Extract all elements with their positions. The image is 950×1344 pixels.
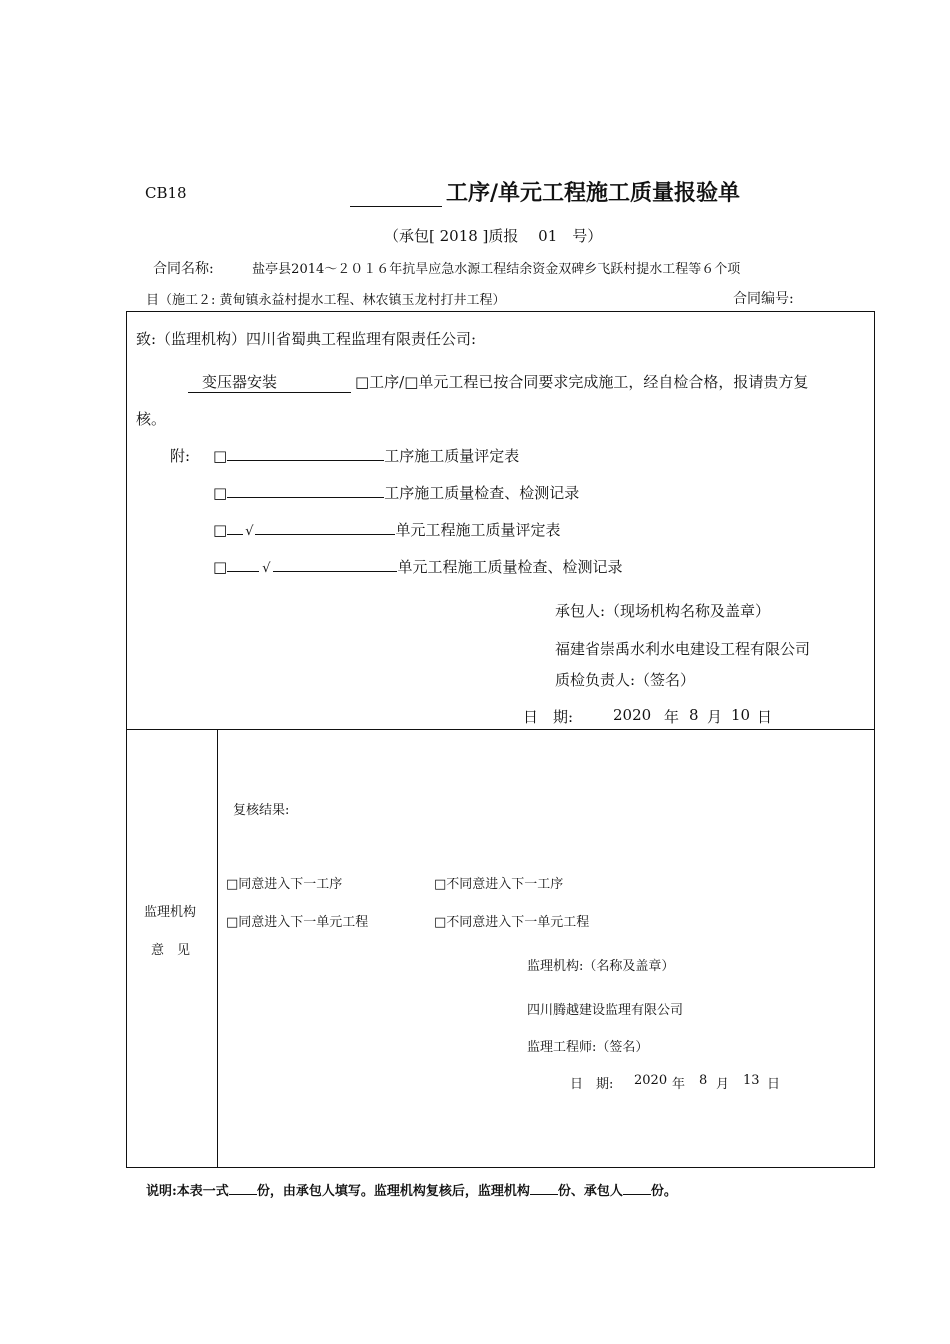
title-blank (350, 186, 442, 207)
attachment-3-checkbox[interactable]: □ (213, 521, 228, 539)
supervisor-date-year: 2020 (634, 1073, 668, 1088)
supervisor-section (126, 729, 875, 1168)
attachment-2 (213, 482, 579, 503)
title-text: 工序/单元工程施工质量报验单 (446, 180, 741, 206)
review-result-label: 复核结果: (233, 803, 290, 818)
attachment-3-blank-a (227, 519, 243, 535)
engineer-signature-label: 监理工程师:（签名） (527, 1040, 649, 1055)
addressee: 致:（监理机构）四川省蜀典工程监理有限责任公司: (136, 330, 477, 348)
form-title (350, 176, 740, 207)
copies-contractor-blank (623, 1182, 651, 1195)
attachments-label: 附: (170, 447, 191, 465)
copies-supervisor-blank (530, 1182, 558, 1195)
attachment-4-checkbox[interactable]: □ (213, 558, 228, 576)
supervisor-label: 监理机构:（名称及盖章） (527, 959, 675, 974)
supervisor-name: 四川腾越建设监理有限公司 (527, 1003, 684, 1018)
item-name-value: 变压器安装 (188, 371, 351, 393)
footer-note-part-4: 份。 (650, 1184, 677, 1199)
attachment-4-blank-b (273, 556, 397, 572)
option-disagree-next-unit[interactable]: □不同意进入下一单元工程 (434, 915, 590, 930)
contractor-date-day: 10 (731, 706, 751, 724)
attachment-2-blank (227, 482, 384, 498)
footer-note-part-3: 份、承包人 (557, 1184, 623, 1199)
supervisor-date-label: 日 期: (570, 1077, 614, 1092)
footer-note (146, 1180, 677, 1199)
statement-line-1: □工序/□单元工程已按合同要求完成施工，经自检合格，报请贵方复 (355, 373, 809, 391)
attachment-4-check-mark: √ (262, 561, 271, 576)
contract-name-row (153, 258, 740, 278)
supervisor-date-month-unit: 月 (716, 1077, 730, 1092)
contractor-label: 承包人:（现场机构名称及盖章） (555, 602, 771, 620)
supervisor-date-month: 8 (699, 1073, 708, 1088)
supervisor-date-year-unit: 年 (672, 1077, 686, 1092)
attachment-1 (213, 445, 519, 466)
option-agree-next-process[interactable]: □同意进入下一工序 (226, 877, 343, 892)
contractor-date-year: 2020 (613, 706, 652, 724)
supervisor-side-label-1: 监理机构 (144, 905, 197, 920)
attachment-1-label: 工序施工质量评定表 (384, 447, 520, 465)
attachment-3-blank-b (255, 519, 395, 535)
attachment-1-blank (227, 445, 384, 461)
contractor-date-month: 8 (689, 706, 699, 724)
contractor-name: 福建省崇禹水利水电建设工程有限公司 (555, 640, 811, 658)
statement-line-2: 核。 (136, 410, 167, 428)
attachment-1-checkbox[interactable]: □ (213, 447, 228, 465)
item-name-field (188, 371, 351, 393)
contract-number-label: 合同编号: (733, 291, 794, 307)
supervisor-date-day: 13 (743, 1073, 760, 1088)
copies-total-blank (229, 1182, 257, 1195)
document-number: （承包[ 2018 ]质报 01 号） (384, 227, 603, 245)
contractor-section (126, 311, 875, 730)
supervisor-side-label-2: 意 见 (151, 943, 191, 958)
attachment-3-label: 单元工程施工质量评定表 (395, 521, 561, 539)
attachment-4-label: 单元工程施工质量检查、检测记录 (397, 558, 623, 576)
section-divider (217, 730, 218, 1167)
contractor-date-year-unit: 年 (664, 708, 680, 726)
attachment-2-checkbox[interactable]: □ (213, 484, 228, 502)
attachment-3-check-mark: √ (245, 524, 254, 539)
contractor-date-day-unit: 日 (757, 708, 773, 726)
contract-name-value: 盐亭县2014～２０１６年抗旱应急水源工程结余资金双碑乡飞跃村提水工程等６个项 (252, 262, 741, 277)
contractor-date-month-unit: 月 (707, 708, 723, 726)
attachment-3 (213, 519, 561, 540)
footer-note-part-2: 份，由承包人填写。监理机构复核后，监理机构 (256, 1184, 530, 1199)
option-agree-next-unit[interactable]: □同意进入下一单元工程 (226, 915, 369, 930)
qc-signature-label: 质检负责人:（签名） (555, 671, 696, 689)
attachment-4 (213, 556, 623, 577)
attachment-4-blank-a (227, 556, 259, 572)
footer-note-part-1: 说明:本表一式 (146, 1184, 229, 1199)
attachment-2-label: 工序施工质量检查、检测记录 (384, 484, 580, 502)
contractor-date-label: 日 期: (523, 708, 574, 726)
contract-name-label: 合同名称: (153, 261, 214, 277)
option-disagree-next-process[interactable]: □不同意进入下一工序 (434, 877, 564, 892)
form-code: CB18 (145, 184, 187, 202)
supervisor-date-day-unit: 日 (767, 1077, 781, 1092)
contract-name-continuation: 目（施工２: 黄甸镇永益村提水工程、林农镇玉龙村打井工程） (146, 293, 506, 308)
